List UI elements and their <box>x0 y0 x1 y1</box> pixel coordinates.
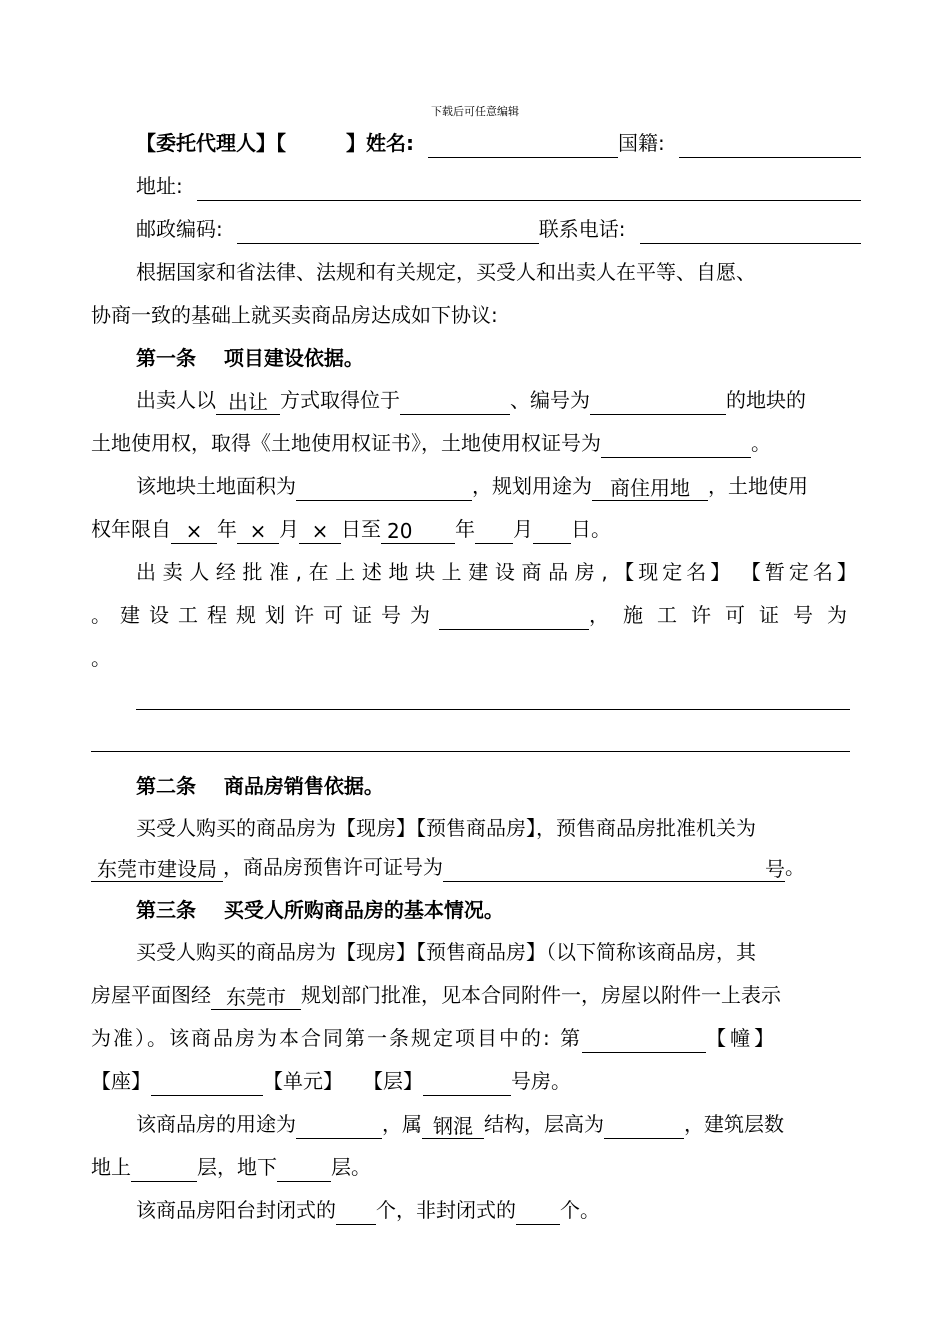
article-1-heading <box>136 343 861 373</box>
postal-label: 邮政编码: <box>136 217 223 241</box>
char: , <box>295 560 303 584</box>
blank-line-2[interactable] <box>91 751 850 752</box>
char: 在 <box>308 560 329 584</box>
address-label: 地址: <box>136 174 183 198</box>
article-1-line-1 <box>136 385 861 415</box>
article-3-line-5 <box>136 1109 861 1139</box>
text: 该商品房的用途为 <box>136 1112 296 1136</box>
end-month-field[interactable] <box>475 519 513 544</box>
start-day-field[interactable]: × <box>299 519 341 544</box>
char: 房 <box>574 560 595 584</box>
text: ，商品房预售许可证号为 <box>223 855 443 879</box>
text: ，施工许可证号为 <box>589 603 861 627</box>
article-1-line-7 <box>91 643 861 673</box>
article-1-line-2 <box>91 428 861 458</box>
usage-field[interactable] <box>296 1114 382 1139</box>
text: 地上 <box>91 1155 131 1179</box>
article-3-line-1 <box>136 937 861 967</box>
text: 方式取得位于 <box>280 388 400 412</box>
planning-city-field[interactable]: 东莞市 <box>211 985 301 1010</box>
article-3-line-3 <box>91 1023 861 1053</box>
land-area-field[interactable] <box>296 476 472 501</box>
intro-line-2 <box>91 300 861 330</box>
text: 年 <box>455 517 475 541</box>
text: 房屋平面图经 <box>91 983 211 1007</box>
unit-option[interactable]: 【单元】 <box>263 1069 343 1093</box>
agent-line <box>136 128 861 158</box>
text: 、编号为 <box>510 388 590 412</box>
text: ，属 <box>382 1112 422 1136</box>
end-year-field[interactable]: 20 <box>381 519 455 544</box>
text: 日。 <box>571 517 611 541</box>
nationality-field[interactable] <box>679 133 861 158</box>
char: 出 <box>136 560 156 584</box>
article-1-line-4 <box>91 514 861 544</box>
text: 月 <box>513 517 533 541</box>
land-cert-number-field[interactable] <box>601 433 751 458</box>
agent-title: 【委托代理人】【 <box>136 131 286 155</box>
postal-line <box>136 214 861 244</box>
floors-above-field[interactable] <box>131 1157 197 1182</box>
intro-line-1 <box>136 257 861 287</box>
text: 层。 <box>331 1155 371 1179</box>
building-number-field[interactable] <box>582 1028 706 1053</box>
current-name-option[interactable]: 【现定名】 <box>614 560 735 584</box>
text: 。 <box>751 431 771 455</box>
phone-field[interactable] <box>640 219 862 244</box>
start-month-field[interactable]: × <box>237 519 279 544</box>
char: 批 <box>242 560 263 584</box>
blank-line-1[interactable] <box>136 709 850 710</box>
presale-permit-field[interactable]: 号 <box>443 857 785 882</box>
article-1-line-3 <box>136 471 861 501</box>
char: 上 <box>335 560 356 584</box>
article-1-title: 第一条 项目建设依据。 <box>136 346 364 370</box>
text: ，土地使用 <box>708 474 808 498</box>
seat-option[interactable]: 【座】 <box>91 1069 151 1093</box>
text: 号房。 <box>511 1069 571 1093</box>
article-3-heading <box>136 895 861 925</box>
article-1-line-5 <box>136 557 861 587</box>
char: 经 <box>215 560 236 584</box>
char: 商 <box>521 560 542 584</box>
text: 规划部门批准，见本合同附件一，房屋以附件一上表示 <box>301 983 781 1007</box>
char: 卖 <box>162 560 183 584</box>
text: ，建筑层数 <box>684 1112 784 1136</box>
structure-field[interactable]: 钢混 <box>422 1114 484 1139</box>
closed-balcony-field[interactable] <box>336 1200 376 1225</box>
article-2-line-1 <box>136 813 861 843</box>
address-field[interactable] <box>197 176 861 201</box>
address-line <box>136 171 861 201</box>
text: 。建设工程规划许可证号为 <box>91 603 439 627</box>
char: , <box>601 560 608 584</box>
text: 买受人购买的商品房为【现房】【预售商品房】，预售商品房批准机关为 <box>136 816 756 840</box>
char: 设 <box>494 560 515 584</box>
char: 上 <box>441 560 462 584</box>
char: 准 <box>269 560 290 584</box>
land-location-field[interactable] <box>400 390 510 415</box>
end-day-field[interactable] <box>533 519 571 544</box>
text: 个。 <box>560 1198 600 1222</box>
text: 权年限自 <box>91 517 171 541</box>
article-1-line-6 <box>91 600 861 630</box>
agent-title-end: 】姓名: <box>346 131 414 155</box>
postal-field[interactable] <box>237 219 539 244</box>
plot-number-field[interactable] <box>590 390 726 415</box>
floor-option[interactable]: 【层】 <box>363 1069 423 1093</box>
char: 块 <box>415 560 436 584</box>
floor-field[interactable] <box>423 1071 511 1096</box>
text: 月 <box>279 517 299 541</box>
text: 年 <box>217 517 237 541</box>
char: 人 <box>189 560 210 584</box>
approval-authority-field[interactable]: 东莞市建设局 <box>91 857 223 882</box>
storey-height-field[interactable] <box>604 1114 684 1139</box>
article-2-title: 第二条 商品房销售依据。 <box>136 774 384 798</box>
temp-name-option[interactable]: 【暂定名】 <box>740 560 861 584</box>
text: 为准）。该商品房为本合同第一条规定项目中的: 第 <box>91 1026 583 1050</box>
text: 该商品房阳台封闭式的 <box>136 1198 336 1222</box>
text: 层，地下 <box>197 1155 277 1179</box>
char: 地 <box>388 560 409 584</box>
text: 买受人购买的商品房为【现房】【预售商品房】（以下简称该商品房，其 <box>136 940 756 964</box>
open-balcony-field[interactable] <box>516 1200 560 1225</box>
article-2-line-2 <box>91 852 861 882</box>
text: 。 <box>91 646 111 670</box>
text: 个，非封闭式的 <box>376 1198 516 1222</box>
nationality-label: 国籍: <box>618 131 665 155</box>
text: 结构，层高为 <box>484 1112 604 1136</box>
text: 出卖人以 <box>136 388 216 412</box>
planning-permit-field[interactable] <box>439 605 589 630</box>
download-note: 下载后可任意编辑 <box>431 105 519 118</box>
text: 土地使用权，取得《土地使用权证书》，土地使用权证号为 <box>91 431 601 455</box>
agent-name-field[interactable] <box>428 133 618 158</box>
planned-use-field[interactable]: 商住用地 <box>592 476 708 501</box>
start-year-field[interactable]: × <box>171 519 217 544</box>
article-3-line-2 <box>91 980 861 1010</box>
building-option[interactable]: 【幢】 <box>706 1026 779 1050</box>
seat-field[interactable] <box>151 1071 263 1096</box>
char: 建 <box>468 560 489 584</box>
article-2-heading <box>136 771 861 801</box>
intro-text-2: 协商一致的基础上就买卖商品房达成如下协议: <box>91 303 498 327</box>
text: ，规划用途为 <box>472 474 592 498</box>
article-3-title: 第三条 买受人所购商品房的基本情况。 <box>136 898 504 922</box>
char: 品 <box>548 560 569 584</box>
text: 的地块的 <box>726 388 806 412</box>
text: 日至 <box>341 517 381 541</box>
phone-label: 联系电话: <box>538 217 626 241</box>
article-3-line-7 <box>136 1195 861 1225</box>
char: 述 <box>361 560 382 584</box>
text: 。 <box>785 855 805 879</box>
floors-below-field[interactable] <box>277 1157 331 1182</box>
land-method-field[interactable]: 出让 <box>216 390 280 415</box>
article-3-line-6 <box>91 1152 861 1182</box>
article-3-line-4 <box>91 1066 861 1096</box>
text: 该地块土地面积为 <box>136 474 296 498</box>
intro-text-1: 根据国家和省法律、法规和有关规定，买受人和出卖人在平等、自愿、 <box>136 260 756 284</box>
